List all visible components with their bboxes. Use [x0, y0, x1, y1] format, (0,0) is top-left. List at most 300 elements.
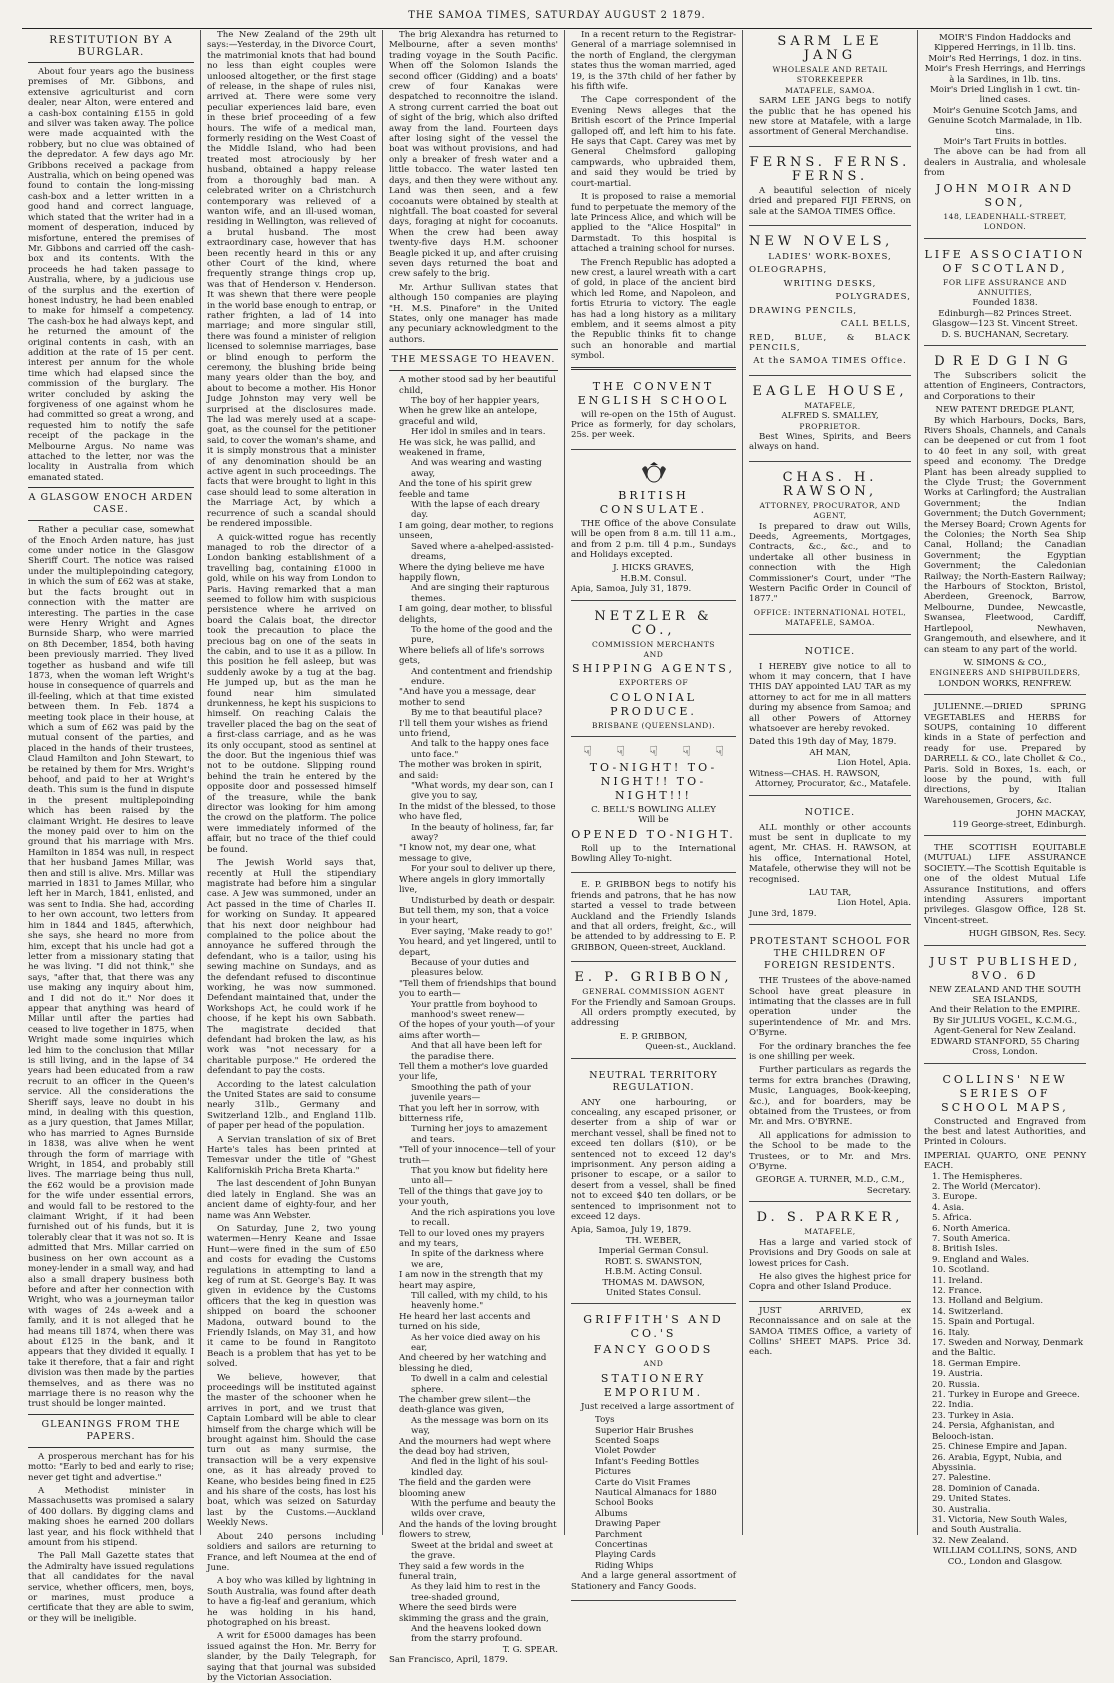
dredging-body-1: The Subscribers solicit the attention of Engineers, Contractors, and Corporations to their: [924, 370, 1086, 402]
column-2: [200, 30, 382, 1683]
poem-line: In the beauty of holiness, far, far away?: [411, 822, 554, 844]
ad-new-novels: [749, 230, 911, 376]
list-item: 19. Austria.: [932, 1369, 983, 1380]
article-paper: According to the latest calculation the United States are said to consume nearly 31lb., Germany and Switzerland 12lb., and England 11lb. of paper per head of the population.: [207, 1079, 376, 1132]
dredging-signer-3: LONDON WORKS, RENFREW.: [938, 678, 1072, 689]
list-item: 7. South America.: [932, 1233, 1011, 1244]
ad-julienne: [924, 699, 1086, 836]
list-item: OLEOGRAPHS,: [749, 265, 828, 276]
list-item: 30. Australia.: [932, 1504, 991, 1515]
poem-line: Your prattle from boyhood to manhood's sweet renew—: [411, 999, 538, 1020]
collins-heading: COLLINS' NEW SERIES OF SCHOOL MAPS,: [941, 1072, 1069, 1114]
neutral-signer-1: TH. WEBER,: [625, 1235, 682, 1246]
griffiths-end: And a large general assortment of Stationery and Fancy Goods.: [571, 1571, 736, 1592]
list-item: Albums: [595, 1508, 628, 1519]
protestant-body-3: Further particulars as regards the terms for extra branches (Drawing, Music, Languages, Book-keeping, &c.), and for boarders, may be obtained from the Trustees, or from Mr. and Mrs. O'BYRNE.: [749, 1065, 911, 1128]
ad-gribbon-agent: [571, 966, 736, 1058]
list-item: 4. Asia.: [932, 1202, 965, 1213]
pointing-hand-icon: ☟: [682, 744, 691, 761]
list-item: 23. Turkey in Asia.: [932, 1410, 1014, 1421]
list-item: 31. Victoria, New South Wales, and South Australia.: [932, 1514, 1068, 1536]
notice-1-heading: NOTICE.: [804, 645, 856, 657]
list-item: Playing Cards: [595, 1550, 656, 1561]
notice-2-signer: LAU TAR,: [808, 887, 852, 898]
notice-1-address: Lion Hotel, Apia.: [837, 758, 911, 769]
notice-2-address: Lion Hotel, Apia.: [837, 898, 911, 909]
consulate-signer: J. HICKS GRAVES,: [613, 563, 694, 574]
published-heading: JUST PUBLISHED, 8VO. 6D: [929, 954, 1081, 982]
collins-price: IMPERIAL QUARTO, ONE PENNY EACH.: [924, 1150, 1086, 1172]
list-item: 26. Arabia, Egypt, Nubia, and Abyssinia.: [932, 1452, 1062, 1473]
poem-line: Saved where a-ahelped-assisted-dreams,: [411, 541, 554, 563]
moir-heading: JOHN MOIR AND SON,: [936, 181, 1074, 209]
list-item: Pictures: [595, 1467, 631, 1478]
collins-body: Constructed and Engraved from the best and latest Authorities, and Printed in Colours.: [924, 1116, 1086, 1148]
poem-line: Tell them a mother's love guarded your life,: [399, 1062, 549, 1083]
life-line-2: Founded 1838.: [972, 298, 1038, 309]
notice-2-body: ALL monthly or other accounts must be sent in duplicate to my agent, Mr. CHAS. H. RAWSON, at his office, International Hotel, Matafele, otherwise they will not be recognised.: [749, 822, 911, 885]
list-item: 6. North America.: [932, 1223, 1011, 1234]
poem-line: In spite of the darkness where we are,: [411, 1249, 544, 1270]
griffiths-item-list: [571, 1415, 736, 1571]
list-item: 17. Sweden and Norway, Denmark and the Baltic.: [932, 1338, 1084, 1359]
list-item: 12. France.: [932, 1286, 982, 1296]
poem-line: "I know not, my dear one, what message to give,: [399, 843, 536, 864]
list-item: 25. Chinese Empire and Japan.: [932, 1442, 1068, 1453]
dredging-signer-2: ENGINEERS AND SHIPBUILDERS,: [929, 668, 1081, 678]
poem-line: "What words, my dear son, can I give you to say,: [411, 781, 554, 802]
griffiths-heading-4: STATIONERY EMPORIUM.: [600, 1371, 707, 1399]
poem-line: And fled in the light of his soul-kindled day.: [411, 1457, 548, 1478]
convent-school-body: will re-open on the 15th of August. Price as formerly, for day scholars, 25s. per week.: [571, 409, 736, 441]
published-line-4: EDWARD STANFORD, 55 Charing Cross, London.: [930, 1036, 1080, 1058]
notice-2-heading: NOTICE.: [804, 806, 856, 818]
pointing-hand-icons: [571, 744, 736, 761]
list-item: 28. Dominion of Canada.: [932, 1483, 1040, 1494]
poem-dateline: San Francisco, April, 1879.: [389, 1655, 508, 1666]
column-5: [742, 30, 917, 1535]
headline-message-heaven: THE MESSAGE TO HEAVEN.: [391, 354, 556, 366]
eagle-line-2: ALFRED S. SMALLEY,: [781, 411, 879, 422]
list-item: Moir's Fresh Herrings, and Herrings à la Sardines, in 1lb. tins.: [924, 64, 1086, 85]
just-arrived-body: JUST ARRIVED, ex Reconnaissance and on sale at the SAMOA TIMES Office, a variety of Collins' SHEET MAPS. Price 3d. each.: [749, 1305, 911, 1358]
list-item: 10. Scotland.: [932, 1265, 990, 1276]
poem-line: "And have you a message, dear mother to send: [399, 687, 536, 708]
list-item: Superior Hair Brushes: [595, 1425, 694, 1436]
bowling-line-4: Roll up to the International Bowling Alley To-night.: [571, 843, 736, 864]
moir-address: 148, LEADENHALL-STREET, LONDON.: [943, 211, 1067, 232]
netzler-line-4: EXPORTERS OF: [618, 678, 689, 688]
notice-1-signer: AH MAN,: [809, 747, 851, 758]
poem-line: Where the dying believe me have happily flown,: [399, 562, 545, 583]
griffiths-heading-1: GRIFFITH'S AND CO.'S: [583, 1313, 724, 1341]
poem-line: That you left her in sorrow, with bitterness rife,: [399, 1103, 540, 1125]
ad-collins-maps: [924, 1068, 1086, 1572]
list-item: 14. Switzerland.: [932, 1306, 1004, 1317]
list-item: 29. United States.: [932, 1494, 1011, 1505]
list-item: 18. German Empire.: [932, 1358, 1021, 1369]
list-item: 15. Spain and Portugal.: [932, 1317, 1035, 1328]
scottish-body: THE SCOTTISH EQUITABLE (MUTUAL) LIFE ASSURANCE SOCIETY.—The Scottish Equitable is one of the oldest Mutual Life Assurance Institutions, and offers intending Assurers important privileges. Glasgow Office, 128 St. Vincent-street.: [924, 843, 1086, 926]
poem-line: Tell of the things that gave joy to your youth,: [399, 1186, 543, 1208]
ad-griffiths: [571, 1308, 736, 1601]
protestant-title: Secretary.: [866, 1185, 911, 1196]
poem-line: To the home of the good and the pure,: [411, 624, 553, 646]
notice-1-witness: Witness—CHAS. H. RAWSON,: [749, 768, 880, 779]
list-item: POLYGRADES,: [835, 292, 911, 303]
poem-line: I am now in the strength that my heart may aspire,: [399, 1270, 543, 1291]
ad-scottish-equitable: [924, 840, 1086, 946]
poem-line: He heard her last accents and turned on his side,: [399, 1311, 531, 1333]
list-item: 2. The World (Mercator).: [932, 1181, 1041, 1192]
parker-heading: D. S. PARKER,: [756, 1210, 904, 1226]
list-item: 5. Africa.: [932, 1213, 972, 1224]
poem-line: And the heavens looked down from the starry profound.: [411, 1623, 542, 1645]
list-item: 9. England and Wales.: [932, 1254, 1029, 1265]
list-item: 20. Russia.: [932, 1379, 980, 1390]
poem-line: They said a few words in the funeral train,: [399, 1561, 525, 1582]
published-line-3: By Sir JULIUS VOGEL, K.C.M.G., Agent-General for New Zealand.: [932, 1015, 1078, 1037]
eagle-heading: EAGLE HOUSE,: [752, 383, 908, 399]
rawson-line-1: ATTORNEY, PROCURATOR, AND AGENT,: [759, 500, 901, 521]
list-item: Drawing Paper: [595, 1519, 661, 1530]
ferns-body: A beautiful selection of nicely dried and prepared FIJI FERNS, on sale at the SAMOA TIMES Office.: [749, 185, 911, 217]
notice-1-date: Dated this 19th day of May, 1879.: [749, 737, 897, 748]
list-item: Riding Whips: [595, 1560, 654, 1571]
moir-item-list: [924, 33, 1086, 147]
poem-line: By me to that beautiful place?: [411, 708, 543, 719]
poem-line: I am going, dear mother, to blissful delights,: [399, 604, 553, 625]
poem-line: You heard, and yet lingered, until to depart,: [399, 937, 557, 958]
gribbon-notice-body: E. P. GRIBBON begs to notify his friends and patrons, that he has now started a vessel to trade between Auckland and the Friendly Islands and that all orders, freight, &c., will be attended to by addressing to E. P. GRIBBON, Queen-street, Auckland.: [571, 880, 736, 953]
gleaning-3: The Pall Mall Gazette states that the Admiralty have issued regulations that all candidates for the naval service, whether officers, men, boys, or marines, must produce a certificate that they are able to swim, or they will be ineligible.: [28, 1551, 194, 1624]
life-line-4: Glasgow—123 St. Vincent Street.: [932, 319, 1078, 330]
pointing-hand-icon: ☟: [616, 744, 625, 761]
poem-line: Sweet at the bridal and sweet at the grave.: [411, 1540, 553, 1562]
consulate-body: THE Office of the above Consulate will be open from 8 a.m. till 11 a.m., and from 2 p.m. till 4 p.m., Sundays and Holidays excepted.: [571, 518, 736, 561]
gribbon-line-2: GENERAL COMMISSION AGENT: [582, 987, 725, 997]
novels-item-list: [749, 252, 911, 367]
poem-line: I am going, dear mother, to regions unseen,: [399, 520, 554, 542]
poem-line: Where beliefs all of life's sorrows gets,: [399, 645, 545, 667]
list-item: Violet Powder: [595, 1446, 656, 1457]
list-item: 11. Ireland.: [932, 1275, 983, 1286]
article-brig-alexandra: The brig Alexandra has returned to Melbourne, after a seven months' trading voyage in the South Pacific. When off the Solomon Islands the second officer (Gidding) and a boats' crew of four Kanakas were despatched to reconnoitre the island. A strong current carried the boat out of sight of the brig, which also drifted away from the land. Fourteen days after losing sight of the vessel the boat was without provisions, and had only a breaker of fresh water and a little tobacco. The water lasted ten days, and then they were without any. Land was then seen, and a few cocoanuts were obtained by stealth at nightfall. The boat coasted for several days, foraging at night for cocoanuts. When the crew had been away twenty-five days H.M. schooner Beagle picked it up, and after cruising seven days returned the boat and crew safely to the brig.: [389, 30, 558, 280]
article-lightning: A boy who was killed by lightning in South Australia, was found after death to have a fig-leaf and geranium, which he was holding in his hand, photographed on his breast.: [207, 1576, 376, 1628]
list-item: Toys: [595, 1415, 615, 1426]
poem-line: And the rich aspirations you love to recall.: [411, 1207, 555, 1229]
list-item: 13. Holland and Belgium.: [932, 1296, 1044, 1307]
pointing-hand-icon: ☟: [649, 744, 658, 761]
julienne-signer: JOHN MACKAY,: [1016, 809, 1086, 820]
article-alice: It is proposed to raise a memorial fund to perpetuate the memory of the late Princess Alice, and which will be applied to the "Alice Hospital" in Darmstadt. To this hospital is attached a training school for nurses.: [571, 192, 736, 255]
poem-line: "Tell them of friendships that bound you to earth—: [399, 978, 557, 1000]
poem-line: The boy of her happier years,: [411, 396, 540, 406]
article-watermen: On Saturday, June 2, two young watermen—Henry Keane and Issae Hunt—were fined in the sum of £50 and costs for evading the Customs regulations in attempting to land a keg of rum at St. George's Bay. It was given in evidence by the Customs officers that the keg in question was shipped on board the schooner Madona, outward bound to the Friendly Islands, on May 31, and how it came to be found in Rangitoto Beach is a problem that has yet to be solved.: [207, 1223, 376, 1370]
ad-convent-school: [571, 375, 736, 450]
moir-body: The above can be had from all dealers in Australia, and wholesale from: [924, 147, 1086, 179]
article-pinafore: Mr. Arthur Sullivan states that although 150 companies are playing "H. M.S. Pinafore" in the United States, only one manager has made any pecuniary acknowledgment to the authors.: [389, 282, 558, 345]
poem-line: Where the seed birds were skimming the grass and the grain,: [399, 1603, 549, 1624]
notice-1-witness-title: Attorney, Procurator, &c., Matafele.: [755, 779, 911, 790]
sarm-line-1: WHOLESALE AND RETAIL STOREKEEPER: [772, 65, 888, 85]
poem-line: Because of your duties and pleasures below.: [411, 957, 530, 979]
list-item: Moir's Genuine Scotch Jams, and Genuine Scotch Marmalade, in 1lb. tins.: [927, 105, 1083, 137]
headline-gleanings: GLEANINGS FROM THE PAPERS.: [41, 1418, 181, 1442]
julienne-address: 119 George-street, Edinburgh.: [952, 819, 1086, 830]
article-enoch-arden: Rather a peculiar case, somewhat of the Enoch Arden nature, has just come under notice in the Glasgow Sheriff Court. The notice was raised under the multiplepoinding category, in which the sum of £62 was at stake, but the facts brought out in connection with the matter are interesting. The parties in the case were Henry Wright and Agnes Burnside Sharp, who were married on 8th December, 1854, both having been previously married. They lived together as husband and wife till 1873, when the woman left Wright's house in consequence of quarrels and ill-feeling, which at that time existed between them. In Feb. 1874 a meeting took place in their house, at which a sum of £62 was paid by the mutual consent of the parties, and placed in the hands of their trustees, Claud Hamilton and John Stewart, to be retained by them for Mrs. Wright's behoof, and paid to her at Wright's death. This sum is the fund in dispute in the present multiplepoinding which has been raised by the claimant Wright. He desires to leave the money paid over to him on the ground that his marriage with Mrs. Hamilton in 1854 was null, in respect that her husband James Millar, was then and still is alive. Mrs. Millar was married in 1831 to James Millar, who left her in March, 1841, enlisted, and was sent to India. She had, according to her own account, two letters from him in 1844 and 1845, afterwhich, she says, she heard no more from him, except that his uncle had got a letter from a missionary stating that he was living. "I did not think," she says, "after that, that there was any use making any inquiry about him, and I did not do it." Nor does it appear that anything was heard of Millar until after the parties had ceased to live together in 1875, when Wright made some inquiries which led him to the conclusion that Millar is still living, and in the lapse of 34 years had been educated from a raw recruit to an officer in the Queen's service. All the considerations the Sheriff says, leave no doubt in his mind, in dealing with this question, as a jury question, that James Millar, who has married to Agnes Burnside in 1838, was alive when he went through the form of marriage with Wright, in 1854, and probably still lives. The marriage being thus null, the £62 would be a provision made for the wife under essential errors, and would fall to be restored to the claimant Wright, if it had been furnished out of his funds, but it is tolerably clear that it was not so. It is admitted that Mrs. Millar carried on business on her own account as a money-lender in a small way, and had also a small drapery business both before and after her connection with Wright, who was a journeyman tailor with wages of 24s a-week and a family, and it is not alleged that he had means till 1874, when there was about £125 in the bank, and it appears that they divided it equally. I take it therefore, that a fair and right division was then made by the parties themselves, and as there was no marriage there is no reason why the trust should be longer mainted.: [28, 525, 194, 1410]
headline-restitution: RESTITUTION BY A BURGLAR.: [49, 34, 173, 58]
griffiths-heading-2: FANCY GOODS: [593, 1343, 714, 1357]
neutral-title-3: United States Consul.: [605, 1287, 702, 1298]
parker-body-1: Has a large and varied stock of Provisions and Dry Goods on sale at lowest prices for Cash.: [749, 1237, 911, 1269]
list-item: At the SAMOA TIMES Office.: [753, 356, 907, 367]
sarm-heading: SARM LEE JANG: [777, 34, 883, 63]
poem-line: Ever saying, 'Make ready to go!': [411, 926, 553, 937]
list-item: Nautical Almanacs for 1880: [595, 1487, 717, 1498]
published-line-2: And their Relation to the EMPIRE.: [929, 1005, 1081, 1016]
list-item: 22. India.: [932, 1400, 974, 1411]
article-french-crest: The French Republic has adopted a new crest, a laurel wreath with a cart of gold, in place of the ancient bird which led Rome, and Napoleon, and fortis Etruria to victory. The eagle has had a long history as a military emblem, and it seems almost a pity the Republic thinks fit to change such an honorable and martial symbol.: [571, 257, 736, 362]
dredging-body-2: By which Harbours, Docks, Bars, Rivers Shoals, Channels, and Canals can be deepened or cut from 1 foot to 40 feet in any soil, with great speed and economy. The Dredge Plant has been already supplied to the Clyde Trust; the Government Works at Carlingford; the Australian Government; the Indian Government; the Dutch Government; the Mersey Board; Crown Agents for the Colonies; the North Sea Ship Canal, Holland; the Canadian Government; the Egyptian Government; the Caledonian Railway; the North-Eastern Railway; the Harbours of Stockton, Bristol, Aberdeen, Greenock, Barrow, Melbourne, Dundee, Newcastle, Swansea, Fleetwood, Cardiff, Hartlepool, Newhaven, Grangemouth, and elsewhere, and it can steam to any part of the world.: [924, 415, 1086, 655]
life-line-1: FOR LIFE ASSURANCE AND ANNUITIES,: [943, 277, 1067, 297]
ad-netzler: [571, 605, 736, 738]
ad-life-association: [924, 243, 1086, 346]
bowling-line-1: C. BELL'S BOWLING ALLEY: [591, 804, 716, 815]
poem-line: Turning her joys to amazement and tears.: [411, 1124, 548, 1145]
gribbon-line-6: Queen-st., Auckland.: [645, 1042, 736, 1053]
article-divorce-court: The New Zealand of the 29th ult says:—Yesterday, in the Divorce Court, the matrimonial knots that had bound no less than eight couples were unloosed altogether, or the first stage of release, in the shape of rules nisi, arrived at. There were some very peculiar experiences laid bare, even in these brief proceeding of a few hours. The wife of a medical man, formerly residing on the West Coast of the Middle Island, who had been treated most atrociously by her husband, obtained a happy release from a thoroughly bad man. A celebrated writer on a Christchurch contemporary was relieved of a wanton wife, and an ill-used woman, residing in Wellington, was relieved of a brutal husband. The most extraordinary case, however that has been recently heard in this or any other Court of the kind, where frequently strange things crop up, was that of Henderson v. Henderson. It was shewn that there were people in the world base enough to entrap, or rather frighten, a lad of 14 into marriage; and more singular still, there was found a minister of religion licensed to solemnise marriages, base or blind enough to perform the ceremony, the blushing bride being many years older than the boy, and about to become a mother. His Honor Judge Johnston may very well be surprised at the disclosures made. The lad was merely used at a scape-goat, as the counsel for the petitioner said, to cover the woman's shame, and it is simply monstrous that a minister of any denomination should be an active agent in such proceedings. The facts that were brought to light in this case should lead to some alteration in the Marriage Act, by which a recurrence of such a scandal should be rendered impossible.: [207, 30, 376, 530]
poem-line: The chamber grew silent—the death-glance was given,: [399, 1395, 531, 1416]
list-item: 21. Turkey in Europe and Greece.: [932, 1390, 1080, 1401]
poem-line: With the lapse of each dreary day.: [411, 500, 540, 521]
poem-line: Smoothing the path of your juvenile years—: [411, 1082, 531, 1104]
headline-enoch-arden: A GLASGOW ENOCH ARDEN CASE.: [28, 492, 194, 516]
list-item: Infant's Feeding Bottles: [595, 1456, 700, 1467]
notice-2-date: June 3rd, 1879.: [749, 908, 817, 919]
poem: [389, 375, 558, 1645]
eagle-line-3: PROPRIETOR.: [799, 421, 861, 431]
poem-line: And the tone of his spirit grew feeble and tame: [399, 479, 533, 500]
poem-line: Tell to our loved ones my prayers and my tears,: [399, 1228, 545, 1249]
life-line-5: D. S. BUCHANAN, Secretary.: [941, 329, 1069, 340]
ad-just-published: [924, 950, 1086, 1064]
poem-line: The mother was broken in spirit, and said:: [399, 760, 543, 781]
netzler-line-1: COMMISSION MERCHANTS: [591, 639, 715, 649]
ad-gribbon-notice: [571, 877, 736, 962]
poem-line: As the message was born on its way,: [411, 1415, 549, 1437]
ad-protestant-school: [749, 929, 911, 1202]
dredging-signer-1: W. SIMONS & CO.,: [963, 657, 1047, 668]
royal-crest-icon: [637, 461, 671, 485]
gribbon-heading: E. P. GRIBBON,: [574, 970, 733, 986]
list-item: Parchment: [595, 1529, 643, 1540]
neutral-date: Apia, Samoa, July 19, 1879.: [571, 1225, 692, 1236]
ad-sarm-lee-jang: [749, 30, 911, 147]
neutral-title-2: H.B.M. Acting Consul.: [604, 1267, 703, 1278]
poem-line: And cheered by her watching and blessing he died,: [399, 1353, 547, 1374]
netzler-line-3: SHIPPING AGENTS,: [572, 662, 735, 676]
list-item: 24. Persia, Afghanistan, and Belooch-istan.: [932, 1421, 1055, 1442]
pointing-hand-icon: ☟: [583, 744, 592, 761]
article-writ: A writ for £5000 damages has been issued against the Hon. Mr. Berry for slander, by the Daily Telegraph, for saying that that journal was subsided by the Victorian Association.: [207, 1631, 376, 1683]
julienne-body: JULIENNE.—DRIED SPRING VEGETABLES and HERBS for SOUPS, containing 10 different kinds in a State of perfection and ready for use. Prepared by DARRELL & CO., late Chollet & Co., Paris. Sold in Boxes, 1s. each, or loose by the pound, with full directions, by Italian Warehousemen, Grocers, &c.: [924, 702, 1086, 806]
list-item: RED, BLUE, & BLACK PENCILS,: [749, 332, 911, 353]
griffiths-heading-3: AND: [643, 1359, 664, 1369]
masthead-title: THE SAMOA TIMES, SATURDAY AUGUST 2 1879.: [408, 10, 706, 21]
neutral-signer-3: THOMAS M. DAWSON,: [602, 1277, 705, 1288]
poem-line: To dwell in a calm and celestial sphere.: [411, 1374, 548, 1395]
list-item: LADIES' WORK-BOXES,: [768, 252, 892, 263]
poem-line: Till called, with my child, to his heavenly home.": [411, 1290, 548, 1312]
neutral-signer-2: ROBT. S. SWANSTON,: [604, 1256, 703, 1267]
article-servian: A Servian translation of six of Bret Harte's tales has been printed at Temesvar under the title of "Ghest Kaliforniskih Pricha Breta Kharta.": [207, 1134, 376, 1176]
list-item: WRITING DESKS,: [783, 278, 877, 289]
poem-line: As her voice died away on his ear,: [411, 1332, 541, 1353]
list-item: Moir's Dried Linglish in 1 cwt. tin-lined cases.: [929, 85, 1080, 106]
gribbon-line-3: For the Friendly and Samoan Groups.: [571, 997, 736, 1008]
list-item: Moir's Tart Fruits in bottles.: [943, 137, 1067, 148]
griffiths-intro: Just received a large assortment of: [581, 1401, 734, 1412]
ad-neutral-territory: [571, 1063, 736, 1305]
netzler-line-2: AND: [643, 650, 664, 660]
consulate-date: Apia, Samoa, July 31, 1879.: [571, 584, 692, 595]
dredging-heading-2: NEW PATENT DREDGE PLANT,: [935, 405, 1075, 416]
poem-line: And are singing their rapturous themes.: [411, 583, 550, 604]
poem-line: And the mourners had wept where the dead boy had striven,: [399, 1436, 551, 1458]
gribbon-line-4: All orders promptly executed, by addressing: [571, 1007, 736, 1029]
ad-notice-ah-man: [749, 639, 911, 796]
life-line-3: Edinburgh—82 Princes Street.: [938, 308, 1072, 319]
consulate-heading: BRITISH CONSULATE.: [599, 488, 708, 516]
rawson-body: Is prepared to draw out Wills, Deeds, Agreements, Mortgages, Contracts, &c., &c., and to undertake all other business in connection with the High Commissioner's Court, under "The Western Pacific Order in Council of 1877.": [749, 521, 911, 605]
collins-map-list: [924, 1172, 1086, 1547]
poem-line: "Tell of your innocence—tell of your truth—: [399, 1145, 556, 1166]
article-cape: The Cape correspondent of the Evening News alleges that the British escort of the Prince Imperial galloped off, and left him to his fate. He says that Capt. Carey was met by General Chelmsford galloping campwards, who upbraided them, and said they would be tried by court-martial.: [571, 95, 736, 189]
column-4: [564, 30, 742, 1592]
poem-line: But tell them, my son, that a voice in your heart,: [399, 905, 549, 927]
column-3: [382, 30, 564, 1666]
masthead: [0, 0, 1114, 26]
list-item: School Books: [595, 1498, 654, 1509]
poem-line: And contentment and friendship endure.: [411, 666, 553, 687]
article-restitution: About four years ago the business premises of Mr. Gibbons, and extensive agriculturist and corn dealer, near Alton, were entered and a cash-box containing £155 in gold and silver was taken away. The police were made acquainted with the robbery, but no clue was obtained of the depredator. A few days ago Mr. Gribbons received a package from Australia, which on being opened was found to contain the long-missing cash-box and a letter written in a good hand and correct language, which stated that the writer had in a moment of desperation, induced by misfortune, entered the premises of Mr. Gibbons and carried off the cash-box and its contents. With the proceeds he had taken passage to Australia, where, by a judicious use of the surplus and the exertion of honest industry, he had been enabled to make for himself a competency. The cash-box he had always kept, and he returned the amount of the original contents in cash, with an addition at the rate of 15 per cent. interest per annum for the whole time which had elapsed since the commission of the burglary. The writer concluded by asking the forgiveness of one against whom he had committed so great a wrong, and requested him to notify the safe receipt of the package in the Melbourne Argus. No name was attached to the letter, nor was the locality in Australia from which emanated stated.: [28, 67, 194, 483]
rawson-line-3: MATAFELE, SAMOA.: [785, 618, 875, 628]
list-item: DRAWING PENCILS,: [749, 305, 858, 316]
list-item: Moir's Red Herrings, 1 doz. in tins.: [928, 53, 1082, 64]
consulate-title: H.B.M. Consul.: [620, 573, 687, 584]
notice-1-body: I HEREBY give notice to all to whom it may concern, that I have THIS DAY appointed LAU TAR as my attorney to act for me in all matters during my absence from Samoa; and all other Powers of Attorney whatsoever are hereby revoked.: [749, 661, 911, 735]
poem-line: Undisturbed by death or despair.: [411, 895, 556, 906]
neutral-title-1: Imperial German Consul.: [598, 1246, 709, 1257]
eagle-line-4: Best Wines, Spirits, and Beers always on hand.: [749, 431, 911, 453]
column-1: [22, 30, 200, 1624]
poem-line: The field and the garden were blooming anew: [399, 1478, 531, 1499]
protestant-body-1: THE Trustees of the above-named School have great pleasure in intimating that the classes are in full operation under the superintendence of Mr. and Mrs. O'Byrne.: [749, 976, 911, 1039]
bowling-line-3: OPENED TO-NIGHT.: [571, 827, 736, 841]
bowling-heading: TO-NIGHT! TO-NIGHT!! TO-NIGHT!!!: [589, 760, 718, 802]
poem-line: When he grew like an antelope, graceful and wild,: [399, 406, 538, 427]
poem-line: I'll tell them your wishes as friend unto friend,: [399, 718, 548, 739]
poem-line: A mother stood sad by her beautiful child,: [399, 375, 556, 396]
ad-british-consulate: [571, 454, 736, 601]
pointing-hand-icon: ☟: [715, 744, 724, 761]
list-item: 3. Europe.: [932, 1192, 978, 1203]
list-item: CALL BELLS,: [840, 319, 911, 330]
poem-line: Where angels in glory immortally live,: [399, 874, 545, 896]
scottish-signer: HUGH GIBSON, Res. Secy.: [968, 929, 1086, 940]
article-jewish-world: The Jewish World says that, recently at Hull the stipendiary magistrate had before him a singular case. A Jew was summoned, under an Act passed in the time of Charles II. for working on Sunday. It appeared that his next door neighbour had complained to the police about the annoyance he suffered through the defendant, who is a tailor, using his sewing machine on Sundays, and as the defendant refused to discontinue working, he was now summoned. Defendant maintained that, under the Workshops Act, he could work if he choose, if he kept his own Sabbath. The magistrate decided that defendant had broken the law, as his work was "not necessary for a charitable purpose." He ordered the defendant to pay the costs.: [207, 858, 376, 1077]
protestant-body-2: For the ordinary branches the fee is one shilling per week.: [749, 1041, 911, 1062]
rawson-line-2: OFFICE: INTERNATIONAL HOTEL,: [753, 607, 907, 617]
poem-line: As they laid him to rest in the tree-shaded ground,: [411, 1582, 541, 1603]
bowling-line-2: Will be: [638, 815, 669, 826]
list-item: MOIR'S Findon Haddocks and Kippered Herrings, in 1l lb. tins.: [934, 33, 1076, 54]
sarm-body: SARM LEE JANG begs to notify the public that he has opened his new store at Matafele, with a large assortment of General Merchandise.: [749, 96, 911, 138]
list-item: Concertinas: [595, 1540, 648, 1550]
protestant-signer: GEORGE A. TURNER, M.D., C.M.,: [755, 1175, 905, 1186]
ad-dredging: [924, 350, 1086, 695]
dredging-heading: DREDGING: [934, 353, 1076, 369]
ad-moir: [924, 30, 1086, 239]
life-heading: LIFE ASSOCIATION OF SCOTLAND,: [924, 247, 1086, 275]
poem-line: And that all have been left for the paradise there.: [411, 1041, 542, 1062]
article-bunyan: The last descendent of John Bunyan died lately in England. She was an ancient dame of eighty-four, and her name was Ann Webster.: [207, 1179, 376, 1221]
protestant-heading: PROTESTANT SCHOOL FOR THE CHILDREN OF FOREIGN RESIDENTS.: [749, 936, 911, 972]
list-item: Carte do Visit Frames: [595, 1477, 691, 1488]
poem-signature: T. G. SPEAR.: [502, 1644, 558, 1655]
neutral-heading: NEUTRAL TERRITORY REGULATION.: [589, 1069, 718, 1093]
ad-rawson: [749, 466, 911, 635]
protestant-body-4: All applications for admission to the School to be made to the Trustees, or to Mr. and Mrs. O'Byrne.: [749, 1130, 911, 1173]
column-6: [917, 30, 1092, 1567]
article-soldiers: About 240 persons including soldiers and sailors are returning to France, and left Noumea at the end of June.: [207, 1531, 376, 1573]
eagle-line-1: MATAFELE,: [804, 400, 856, 410]
article-rogue: A quick-witted rogue has recently managed to rob the director of a London banking establishment of a travelling bag, containing £1000 in gold, while on his way from London to Paris. Having remarked that a man seemed to follow him with suspicious persistence where he arrived on board the Calais boat, the director took the precaution to place the precious bag on one of the seats in the cabin, and to use it as a pillow. In this position he fell asleep, but was suddenly awoke by a tug at the bag. He jumped up, but as the man he found near him simulated drunkenness, he kept his suspicions to himself. On reaching Calais the traveller placed the bag on the seat of a first-class carriage, and as he was its only occupant, stood as sentinel at the door. But the ingenious thief was not to be outdone. Slipping round behind the train he entered by the opposite door and possessed himself of the treasure, while the bank director was looking for him among the crowd on the platform. The police were immediately informed of the affair, but no trace of the thief could be found.: [207, 532, 376, 855]
netzler-line-5: COLONIAL PRODUCE.: [610, 690, 697, 718]
collins-signer: WILLIAM COLLINS, SONS, AND CO., London and Glasgow.: [933, 1546, 1077, 1567]
ad-ferns: [749, 151, 911, 226]
poem-line: In the midst of the blessed, to those who have fled,: [399, 801, 556, 823]
netzler-heading: NETZLER & CO.,: [594, 608, 713, 638]
poem-line: Of the hopes of your youth—of your aims after worth—: [399, 1020, 555, 1041]
published-line-1: NEW ZEALAND AND THE SOUTH SEA ISLANDS,: [929, 984, 1081, 1006]
poem-line: That you know but fidelity here unto all—: [411, 1166, 548, 1187]
list-item: 27. Palestine.: [932, 1473, 991, 1484]
poem-line: For your soul to deliver up there,: [411, 864, 556, 875]
rawson-heading: CHAS. H. RAWSON,: [782, 469, 878, 499]
list-item: 1. The Hemispheres.: [932, 1171, 1023, 1182]
article-registrar: In a recent return to the Registrar-General of a marriage solemnised in the north of England, the clergyman states thus the woman married, aged 19, is the 37th child of her father by his fifth wife.: [571, 30, 736, 93]
parker-body-2: He also gives the highest price for Copra and other Island Produce.: [749, 1271, 911, 1293]
ad-parker: [749, 1206, 911, 1301]
poem-line: And was wearing and wasting away,: [411, 458, 542, 479]
parker-line-1: MATAFELE,: [804, 1227, 856, 1237]
list-item: Scented Soaps: [595, 1435, 660, 1446]
poem-line: He was sick, he was pallid, and weakened in frame,: [399, 437, 536, 459]
list-item: 32. New Zealand.: [932, 1535, 1009, 1546]
gribbon-line-5: E. P. GRIBBON,: [619, 1031, 688, 1042]
list-item: 16. Italy.: [932, 1327, 970, 1338]
poem-line: Her idol in smiles and in tears.: [411, 427, 546, 438]
list-item: 8. British Isles.: [932, 1244, 998, 1255]
neutral-body: ANY one harbouring, or concealing, any escaped prisoner, or deserter from a ship of war or merchant vessel, shall be fined not to exceed ten dollars ($10), or be sentenced not to exceed 12 day's imprisonment. Any person aiding a prisoner to escape, or a sailor to desert from a vessel, shall be fined not to exceed $40 ten dollars, or be sentenced to imprisonment not to exceed 12 days.: [571, 1097, 736, 1223]
gleaning-2: A Methodist minister in Massachusetts was promised a salary of 400 dollars. By digging clams and making shoes he earned 200 dollars last year, and his flock withheld that amount from his stipend.: [28, 1486, 194, 1549]
ad-eagle-house: [749, 380, 911, 462]
poem-line: And talk to the happy ones face unto face.": [411, 739, 549, 760]
sarm-line-2: MATAFELE, SAMOA.: [785, 85, 875, 95]
ad-bowling-alley: [571, 741, 736, 873]
